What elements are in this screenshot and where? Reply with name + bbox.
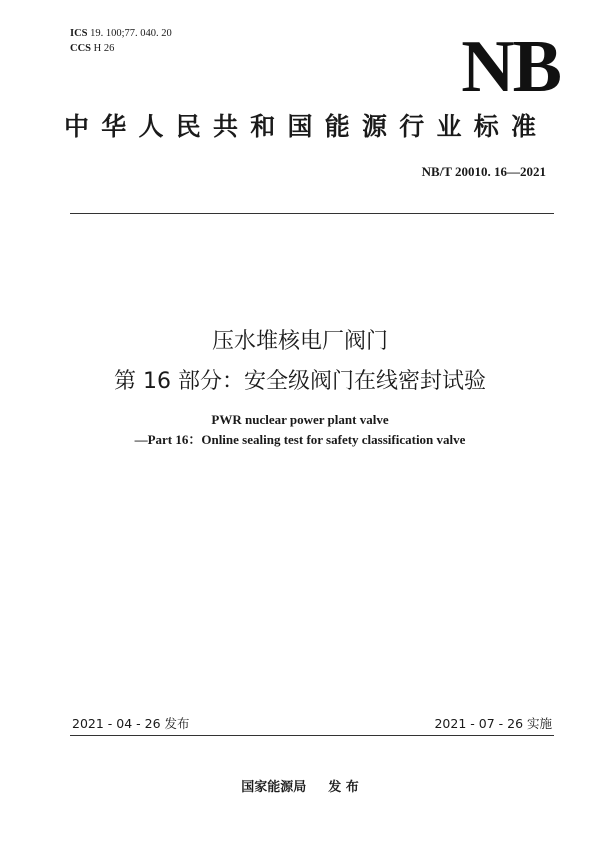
publish-date: 2021 - 04 - 26 发布 <box>72 716 190 731</box>
title-en-line1: PWR nuclear power plant valve <box>211 412 389 427</box>
publisher-line <box>0 776 600 795</box>
implement-date: 2021 - 07 - 26 实施 <box>434 716 552 731</box>
ics-code <box>70 26 172 41</box>
classification-codes <box>70 26 172 56</box>
title-cn-line1: 压水堆核电厂阀门 <box>211 329 388 354</box>
ics-label: ICS <box>70 28 88 39</box>
publisher-action: 发 布 <box>328 780 359 795</box>
top-divider <box>70 213 554 214</box>
ccs-value: H 26 <box>93 43 115 54</box>
title-en-line2: —Part 16：Online sealing test for safety classification valve <box>134 432 466 447</box>
standard-class-heading: 中华人民共和国能源行业标准 <box>64 112 544 141</box>
ccs-label: CCS <box>70 43 92 54</box>
ics-value: 19. 100;77. 040. 20 <box>90 28 172 39</box>
bottom-divider <box>70 735 554 736</box>
ccs-code <box>70 41 172 56</box>
standard-number: NB/T 20010. 16—2021 <box>421 164 546 179</box>
nb-logo: NB <box>461 26 560 108</box>
title-cn-line2: 第 16 部分：安全级阀门在线密封试验 <box>114 369 486 394</box>
publisher-name: 国家能源局 <box>241 780 307 795</box>
